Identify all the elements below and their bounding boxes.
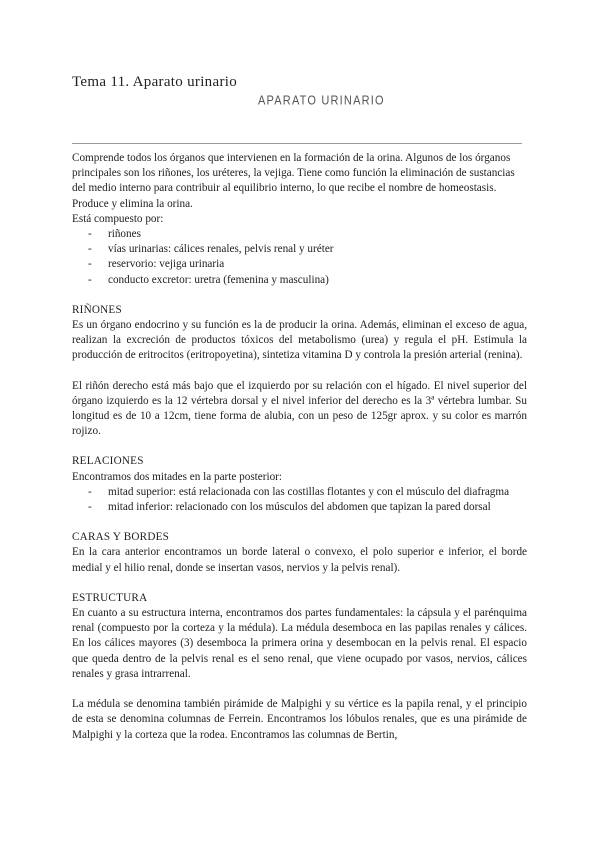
list-item: - mitad inferior: relacionado con los músculos del abdomen que tapizan la pared dorsal xyxy=(88,500,527,515)
rinones-paragraph-1: Es un órgano endocrino y su función es la de producir la orina. Además, eliminan el exceso de agua, realizan la excreción de productos tóxicos del metabolismo (urea) y regula el pH. Estimula la producción de eritrocitos (eritropoyetina), sintetiza vitamina D y controla la presión arterial (renina). xyxy=(72,319,527,362)
list-item: - conducto excretor: uretra (femenina y masculina) xyxy=(88,273,527,288)
intro-paragraph: Comprende todos los órganos que intervienen en la formación de la orina. Algunos de los órganos principales son los riñones, los uréteres, la vejiga. Tiene como función la eliminación de sustancias del medio interno para contribuir al equilibrio interno, lo que recibe el nombre de homeostasis. Produce y elimina la orina. xyxy=(72,152,515,210)
relaciones-list xyxy=(72,485,527,515)
list-item: - riñones xyxy=(88,227,527,242)
intro-list-label: Está compuesto por: xyxy=(72,212,164,225)
relaciones-intro: Encontramos dos mitades en la parte posterior: xyxy=(72,470,283,483)
page-subtitle: APARATO URINARIO xyxy=(258,94,385,108)
header-divider xyxy=(72,143,522,144)
list-item: - reservorio: vejiga urinaria xyxy=(88,257,527,272)
document-body xyxy=(72,151,527,743)
caras-paragraph: En la cara anterior encontramos un borde lateral o convexo, el polo superior e inferior, el borde medial y el hilio renal, donde se insertan vasos, nervios y la pelvis renal). xyxy=(72,546,527,574)
section-heading-caras: CARAS Y BORDES xyxy=(72,531,170,544)
estructura-paragraph-2: La médula se denomina también pirámide de Malpighi y su vértice es la papila renal, y el principio de esta se denomina columnas de Ferrein. Encontramos los lóbulos renales, que es una pirámide de Malpighi y la corteza que la rodea. Encontramos las columnas de Bertin, xyxy=(72,698,527,741)
page-title: Tema 11. Aparato urinario xyxy=(72,74,238,90)
rinones-paragraph-2: El riñón derecho está más bajo que el izquierdo por su relación con el hígado. El nivel superior del órgano izquierdo es la 12 vértebra dorsal y el nivel inferior del derecho es la 3ª vértebra lumbar. Su longitud es de 10 a 12cm, tiene forma de alubia, con un peso de 125gr aprox. y su color es marrón rojizo. xyxy=(72,379,527,438)
components-list xyxy=(72,227,527,288)
list-item: - vías urinarias: cálices renales, pelvis renal y uréter xyxy=(88,242,527,257)
list-item: - mitad superior: está relacionada con las costillas flotantes y con el músculo del diafragma xyxy=(88,485,527,500)
estructura-paragraph-1: En cuanto a su estructura interna, encontramos dos partes fundamentales: la cápsula y el parénquima renal (compuesto por la corteza y la médula). La médula desemboca en las papilas renales y cálices. En los cálices mayores (3) desemboca la primera orina y desembocan en la pelvis renal. El espacio que queda dentro de la pelvis renal es el seno renal, que viene ocupado por vasos, nervios, cálices renales y grasa intrarrenal. xyxy=(72,607,527,680)
section-heading-estructura: ESTRUCTURA xyxy=(72,591,148,604)
section-heading-rinones: RIÑONES xyxy=(72,303,122,316)
section-heading-relaciones: RELACIONES xyxy=(72,455,144,468)
